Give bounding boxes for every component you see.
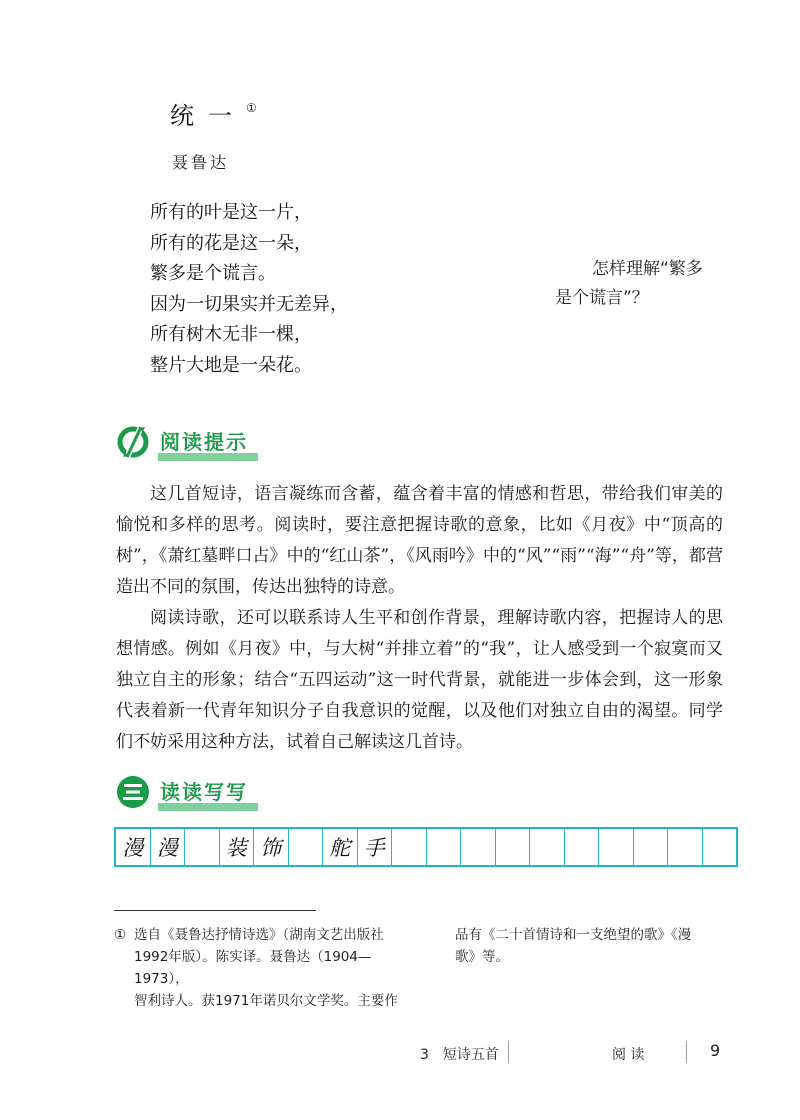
grid-cell: 装: [220, 829, 255, 865]
paragraph: 这几首短诗，语言凝练而含蓄，蕴含着丰富的情感和哲思，带给我们审美的愉悦和多样的思考。阅读时，要注意把握诗歌的意象，比如《月夜》中“顶高的树”，《萧红墓畔口占》中的“红山茶”，《风雨吟》中的“风”“雨”“海”“舟”等，都营造出不同的氛围，传达出独特的诗意。: [116, 484, 723, 597]
grid-cell: [392, 829, 427, 865]
grid-cell: [599, 829, 634, 865]
read-write-icon: [116, 775, 150, 809]
page-number: 9: [710, 1041, 721, 1060]
grid-cell: [634, 829, 669, 865]
grid-cell: 舵: [323, 829, 358, 865]
poem-line: 整片大地是一朵花。: [150, 354, 312, 376]
footer-section: 阅 读: [612, 1047, 645, 1063]
footer-divider: [508, 1041, 509, 1063]
poem-line: 因为一切果实并无差异，: [150, 293, 348, 315]
poem-title-text: 统一: [170, 102, 246, 130]
poem-author: 聂鲁达: [172, 153, 230, 172]
read-write-heading: [116, 774, 254, 809]
footnote-line: 选自《聂鲁达抒情诗选》（湖南文艺出版社: [134, 927, 384, 943]
margin-question-line: 怎样理解“繁多: [592, 259, 703, 279]
grid-cell: [668, 829, 703, 865]
read-write-label: 读读写写: [158, 774, 254, 809]
footnote-marker[interactable]: ①: [246, 101, 257, 115]
poem-line: 所有的叶是这一片，: [150, 202, 312, 223]
reading-tips-heading: [116, 424, 254, 459]
reading-tips-body: [116, 479, 723, 758]
grid-cell: [496, 829, 531, 865]
grid-cell: [427, 829, 462, 865]
footnote-line: 智利诗人。获1971年诺贝尔文学奖。主要作: [134, 993, 398, 1009]
footnote-rule: [114, 910, 316, 911]
reading-tips-icon: [116, 425, 150, 459]
writing-grid: [114, 827, 738, 867]
reading-tips-label: 阅读提示: [158, 424, 254, 459]
margin-question-line: 是个谎言”？: [555, 288, 649, 308]
footer-divider: [686, 1041, 687, 1063]
footnote-line: 品有《二十首情诗和一支绝望的歌》《漫: [455, 927, 692, 943]
footnote-right-column: [455, 924, 735, 968]
paragraph: 阅读诗歌，还可以联系诗人生平和创作背景，理解诗歌内容，把握诗人的思想情感。例如《月夜》中，与大树“并排立着”的“我”，让人感受到一个寂寞而又独立自主的形象；结合“五四运动”这一时代背景，就能进一步体会到，这一形象代表着新一代青年知识分子自我意识的觉醒，以及他们对独立自由的渴望。同学们不妨采用这种方法，试着自己解读这几首诗。: [116, 608, 723, 752]
footnote-line: 1992年版）。陈实译。聂鲁达（1904—1973），: [134, 949, 372, 987]
poem-line: 所有树木无非一棵，: [150, 324, 312, 345]
grid-cell: [530, 829, 565, 865]
grid-cell: [565, 829, 600, 865]
poem-line: 所有的花是这一朵，: [150, 232, 312, 254]
grid-cell: 饰: [254, 829, 289, 865]
grid-cell: [461, 829, 496, 865]
grid-cell: 漫: [151, 829, 186, 865]
poem-body: [150, 198, 348, 381]
grid-cell: [185, 829, 220, 865]
footnote-line: 歌》等。: [455, 949, 509, 965]
footnote-mark: ①: [114, 927, 127, 943]
footnote-left-column: [114, 924, 414, 1012]
poem-title: [170, 96, 257, 131]
margin-question: [555, 255, 725, 313]
grid-cell: 漫: [116, 829, 151, 865]
grid-cell: [703, 829, 739, 865]
footer-chapter: 3 短诗五首: [420, 1047, 499, 1063]
grid-cell: 手: [358, 829, 393, 865]
grid-cell: [289, 829, 324, 865]
poem-line: 繁多是个谎言。: [150, 263, 276, 284]
